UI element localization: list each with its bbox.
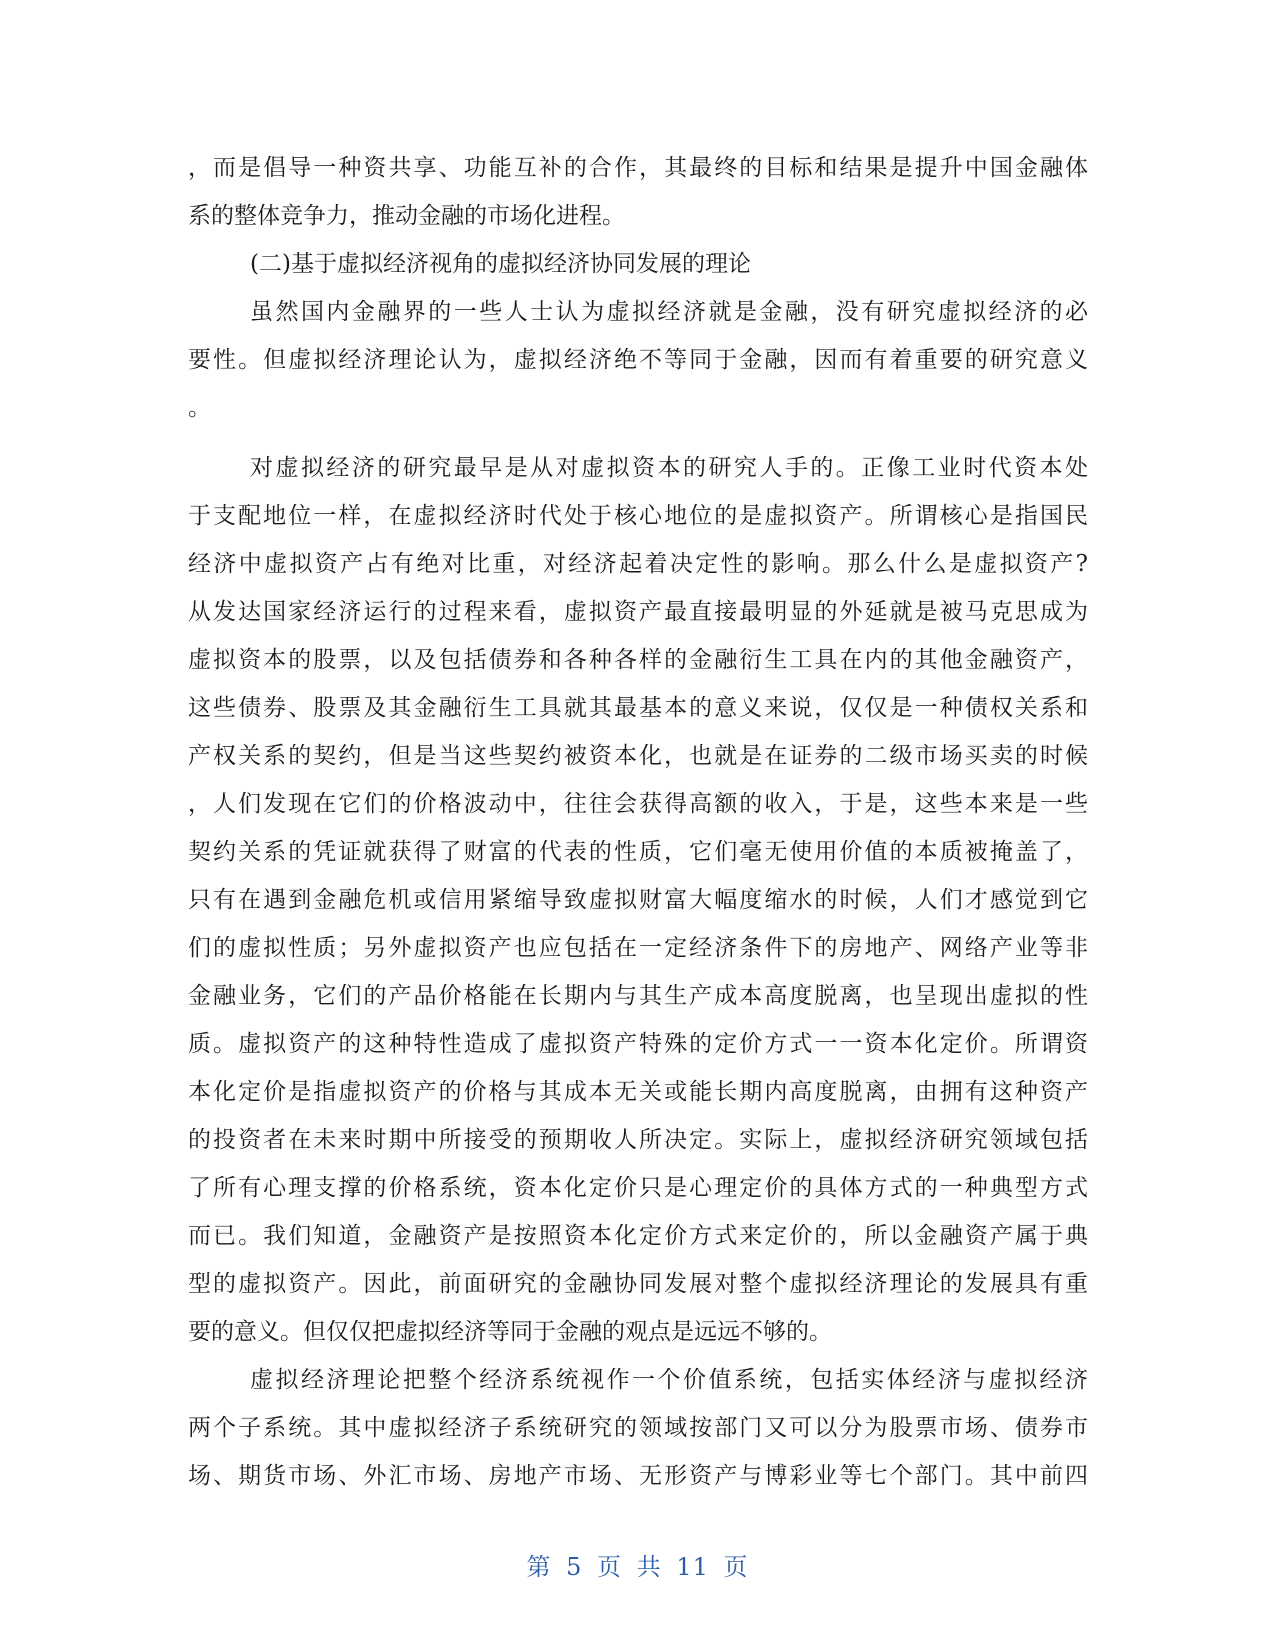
text-line: ，而是倡导一种资共享、功能互补的合作，其最终的目标和结果是提升中国金融体 (188, 155, 1088, 181)
text-line: 只有在遇到金融危机或信用紧缩导致虚拟财富大幅度缩水的时候，人们才感觉到它 (188, 887, 1088, 913)
section-heading: (二)基于虚拟经济视角的虚拟经济协同发展的理论 (250, 251, 751, 277)
text-line: 契约关系的凭证就获得了财富的代表的性质，它们毫无使用价值的本质被掩盖了， (188, 839, 1088, 865)
footer-suffix: 页 (723, 1553, 749, 1581)
text-line: 两个子系统。其中虚拟经济子系统研究的领域按部门又可以分为股票市场、债券市 (188, 1415, 1088, 1441)
text-line: 要性。但虚拟经济理论认为，虚拟经济绝不等同于金融，因而有着重要的研究意义 (188, 347, 1088, 373)
current-page-number: 5 (566, 1553, 583, 1581)
text-line: 的投资者在未来时期中所接受的预期收人所决定。实际上，虚拟经济研究领域包括 (188, 1127, 1088, 1153)
body-text (188, 144, 1088, 1500)
text-line: 虚拟资本的股票，以及包括债券和各种各样的金融衍生工具在内的其他金融资产， (188, 647, 1088, 673)
text-line: ，人们发现在它们的价格波动中，往往会获得高额的收入，于是，这些本来是一些 (188, 791, 1088, 817)
text-line: 经济中虚拟资产占有绝对比重，对经济起着决定性的影响。那么什么是虚拟资产? (188, 551, 1088, 577)
footer-page-word: 页 (597, 1553, 623, 1581)
text-line: 而已。我们知道，金融资产是按照资本化定价方式来定价的，所以金融资产属于典 (188, 1223, 1088, 1249)
text-line: 。 (188, 395, 211, 421)
text-line: 要的意义。但仅仅把虚拟经济等同于金融的观点是远远不够的。 (188, 1319, 832, 1345)
text-line: 系的整体竞争力，推动金融的市场化进程。 (188, 203, 625, 229)
text-line: 这些债券、股票及其金融衍生工具就其最基本的意义来说，仅仅是一种债权关系和 (188, 695, 1088, 721)
text-line: 于支配地位一样，在虚拟经济时代处于核心地位的是虚拟资产。所谓核心是指国民 (188, 503, 1088, 529)
text-line: 从发达国家经济运行的过程来看，虚拟资产最直接最明显的外延就是被马克思成为 (188, 599, 1088, 625)
paragraph-gap (188, 432, 1088, 444)
footer-prefix: 第 (526, 1553, 552, 1581)
page-footer (0, 1547, 1275, 1582)
total-pages-number: 11 (676, 1553, 709, 1581)
footer-total-prefix: 共 (636, 1553, 662, 1581)
text-line: 质。虚拟资产的这种特性造成了虚拟资产特殊的定价方式一一资本化定价。所谓资 (188, 1031, 1088, 1057)
text-line: 们的虚拟性质；另外虚拟资产也应包括在一定经济条件下的房地产、网络产业等非 (188, 935, 1088, 961)
text-line: 了所有心理支撑的价格系统，资本化定价只是心理定价的具体方式的一种典型方式 (188, 1175, 1088, 1201)
text-line: 场、期货市场、外汇市场、房地产市场、无形资产与博彩业等七个部门。其中前四 (188, 1463, 1088, 1489)
text-line: 虚拟经济理论把整个经济系统视作一个价值系统，包括实体经济与虚拟经济 (250, 1367, 1088, 1393)
text-line: 金融业务，它们的产品价格能在长期内与其生产成本高度脱离，也呈现出虚拟的性 (188, 983, 1088, 1009)
text-line: 型的虚拟资产。因此，前面研究的金融协同发展对整个虚拟经济理论的发展具有重 (188, 1271, 1088, 1297)
text-line: 本化定价是指虚拟资产的价格与其成本无关或能长期内高度脱离，由拥有这种资产 (188, 1079, 1088, 1105)
text-line: 产权关系的契约，但是当这些契约被资本化，也就是在证券的二级市场买卖的时候 (188, 743, 1088, 769)
text-line: 虽然国内金融界的一些人士认为虚拟经济就是金融，没有研究虚拟经济的必 (250, 299, 1088, 325)
text-line: 对虚拟经济的研究最早是从对虚拟资本的研究人手的。正像工业时代资本处 (250, 455, 1088, 481)
